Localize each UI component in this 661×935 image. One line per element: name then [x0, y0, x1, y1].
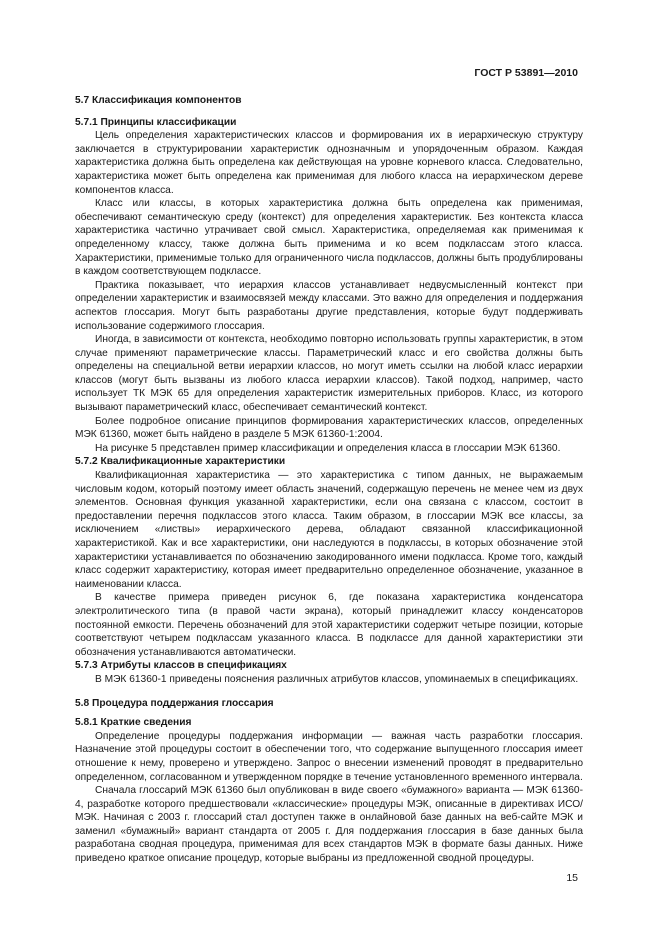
subsection-heading: 5.7.2 Квалификационные характеристики — [75, 456, 286, 468]
paragraph: Квалификационная характеристика — это характеристика с типом данных, не выражаемым числовым кодом, который поэтому имеет область значений, содержащую перечень не менее чем из двух элементов. Основная функция указанной характеристики, если она связана с классом, состоит в предоставлении перечня подклассов этого класса. Таким образом, в глоссарии МЭК все классы, за исключением «листвы» иерархического дерева, обладают связанной классификационной характеристикой. Как и все характеристики, они наследуются в подклассы, в которых обозначение этой характеристики устанавливается по обозначению закодированного имени подкласса. Кроме того, каждый класс содержит характеристику, которая имеет предварительно определенное обозначение, указанное в наименовании класса. — [75, 470, 583, 590]
paragraph: Более подробное описание принципов формирования характеристических классов, определенных МЭК 61360, может быть найдено в разделе 5 МЭК 61360-1:2004. — [75, 415, 583, 441]
subsection-heading: 5.7.3 Атрибуты классов в спецификациях — [75, 660, 287, 672]
paragraph: Определение процедуры поддержания информации — важная часть разработки глоссария. Назначение этой процедуры состоит в обеспечении того, что содержание выпущенного глоссария имеет отношение к нему, проверено и утверждено. Запрос о внесении изменений проводят в предварительно определенном, согласованном и утвержденном порядке в течение установленного временного интервала. — [75, 730, 583, 783]
paragraph: Сначала глоссарий МЭК 61360 был опубликован в виде своего «бумажного» варианта — МЭК 61360-4, разработке которого предшествовали «классические» процедуры МЭК, описанные в директивах ИСО/МЭК. Начиная с 2003 г. глоссарий стал доступен также в онлайновой базе данных на веб-сайте МЭК и заменил «бумажный» вариант стандарта от 2005 г. Для поддержания глоссария в базе данных была разработана сводная процедура, применимая для всех стандартов МЭК в формате базы данных. Ниже приведено краткое описание процедур, которые выбраны из предложенной сводной процедуры. — [75, 785, 583, 865]
paragraph: Цель определения характеристических классов и формирования их в иерархическую структуру заключается в структурировании характеристик однозначным и упорядоченным образом. Каждая характеристика должна быть определена как действующая на уровне корневого класса. Следовательно, характеристика может быть определена как применимая для любого класса на иерархическом дереве компонентов класса. — [75, 130, 583, 196]
subsection-heading: 5.8.1 Краткие сведения — [75, 717, 192, 729]
section-heading: 5.7 Классификация компонентов — [75, 95, 242, 106]
paragraph: В качестве примера приведен рисунок 6, где показана характеристика конденсатора электролитического типа (в правой части экрана), который принадлежит классу конденсаторов постоянной емкости. Перечень обозначений для этой характеристики содержит четыре позиции, которые соответствуют четырем подклассам указанного класса. В подклассе для данной характеристики эти обозначения устанавливаются автоматически. — [75, 592, 583, 658]
page-body — [75, 92, 583, 866]
page-number: 15 — [566, 872, 578, 884]
paragraph: Класс или классы, в которых характеристика должна быть определена как применимая, обеспечивают семантическую среду (контекст) для определения характеристик. Без контекста класса характеристика частично утрачивает свой смысл. Характеристика, определяемая как применимая к определенному классу, также должна быть применима и ко всем подклассам этого класса. Характеристики, применимые только для ограниченного числа подклассов, должны быть продублированы в каждом соответствующем подклассе. — [75, 198, 583, 278]
section-heading: 5.8 Процедура поддержания глоссария — [75, 697, 274, 709]
paragraph: Практика показывает, что иерархия классов устанавливает недвусмысленный контекст при определении характеристик и взаимосвязей между классами. Это важно для определения и поддержания аспектов глоссария. Могут быть разработаны другие представления, которые будут поддерживать использование содержимого глоссария. — [75, 279, 583, 332]
paragraph: В МЭК 61360-1 приведены пояснения различных атрибутов классов, упоминаемых в спецификациях. — [95, 673, 579, 685]
paragraph: Иногда, в зависимости от контекста, необходимо повторно использовать группы характеристик, в этом случае применяют параметрические классы. Параметрический класс и его свойства должны быть определены на специальной ветви иерархии классов, но могут иметь ссылки на любой класс иерархии классов (могут быть вызваны из любого класса иерархии классов). Такой подход, например, часто использует ТК МЭК 65 для определения характеристик измерительных приборов. Класс, из которого вызывают параметрический класс, обеспечивает семантический контекст. — [75, 334, 583, 414]
subsection-heading: 5.7.1 Принципы классификации — [75, 116, 237, 128]
paragraph: На рисунке 5 представлен пример классификации и определения класса в глоссарии МЭК 61360. — [95, 442, 561, 454]
standard-number: ГОСТ Р 53891—2010 — [474, 67, 578, 79]
